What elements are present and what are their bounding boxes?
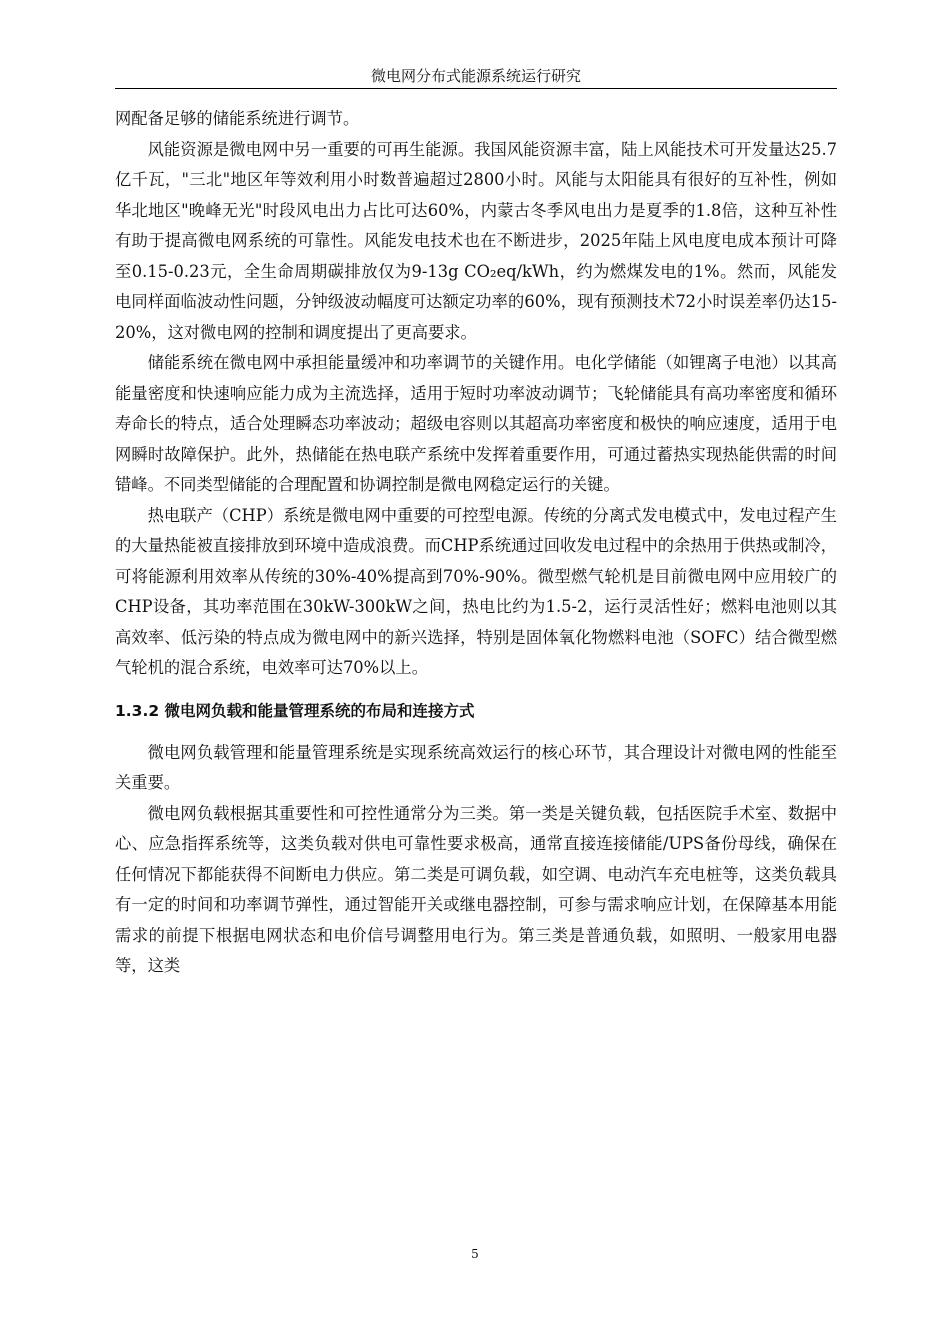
page-number: 5 [471,1247,479,1261]
paragraph-load-management-intro: 微电网负载管理和能量管理系统是实现系统高效运行的核心环节，其合理设计对微电网的性能至关重要。 [115,742,837,792]
paragraph-chp: 热电联产（CHP）系统是微电网中重要的可控型电源。传统的分离式发电模式中，发电过程产生的大量热能被直接排放到环境中造成浪费。而CHP系统通过回收发电过程中的余热用于供热或制冷，可将能源利用效率从传统的30%-40%提高到70%-90%。微型燃气轮机是目前微电网中应用较广的CHP设备，其功率范围在30kW-300kW之间，热电比约为1.5-2，运行灵活性好；燃料电池则以其高效率、低污染的特点成为微电网中的新兴选择，特别是固体氧化物燃料电池（SOFC）结合微型燃气轮机的混合系统，电效率可达70%以上。 [115,505,837,677]
document-body [115,104,837,982]
header-title: 微电网分布式能源系统运行研究 [370,67,581,85]
paragraph-energy-storage: 储能系统在微电网中承担能量缓冲和功率调节的关键作用。电化学储能（如锂离子电池）以其高能量密度和快速响应能力成为主流选择，适用于短时功率波动调节；飞轮储能具有高功率密度和循环寿命长的特点，适合处理瞬态功率波动；超级电容则以其超高功率密度和极快的响应速度，适用于电网瞬时故障保护。此外，热储能在热电联产系统中发挥着重要作用，可通过蓄热实现热能供需的时间错峰。不同类型储能的合理配置和协调控制是微电网稳定运行的关键。 [115,353,837,494]
section-heading: 1.3.2 微电网负载和能量管理系统的布局和连接方式 [115,701,475,720]
paragraph-load-classification: 微电网负载根据其重要性和可控性通常分为三类。第一类是关键负载，包括医院手术室、数据中心、应急指挥系统等，这类负载对供电可靠性要求极高，通常直接连接储能/UPS备份母线，确保在任何情况下都能获得不间断电力供应。第二类是可调负载，如空调、电动汽车充电桩等，这类负载具有一定的时间和功率调节弹性，通过智能开关或继电器控制，可参与需求响应计划，在保障基本用能需求的前提下根据电网状态和电价信号调整用电行为。第三类是普通负载，如照明、一般家用电器等，这类 [115,803,837,975]
page-header [115,64,837,89]
paragraph-continuation: 网配备足够的储能系统进行调节。 [115,109,360,128]
paragraph-wind-energy: 风能资源是微电网中另一重要的可再生能源。我国风能资源丰富，陆上风能技术可开发量达25.7亿千瓦，"三北"地区年等效利用小时数普遍超过2800小时。风能与太阳能具有很好的互补性，例如华北地区"晚峰无光"时段风电出力占比可达60%，内蒙古冬季风电出力是夏季的1.8倍，这种互补性有助于提高微电网系统的可靠性。风能发电技术也在不断进步，2025年陆上风电度电成本预计可降至0.15-0.23元，全生命周期碳排放仅为9-13g CO₂eq/kWh，约为燃煤发电的1%。然而，风能发电同样面临波动性问题，分钟级波动幅度可达额定功率的60%，现有预测技术72小时误差率仍达15-20%，这对微电网的控制和调度提出了更高要求。 [115,139,837,342]
